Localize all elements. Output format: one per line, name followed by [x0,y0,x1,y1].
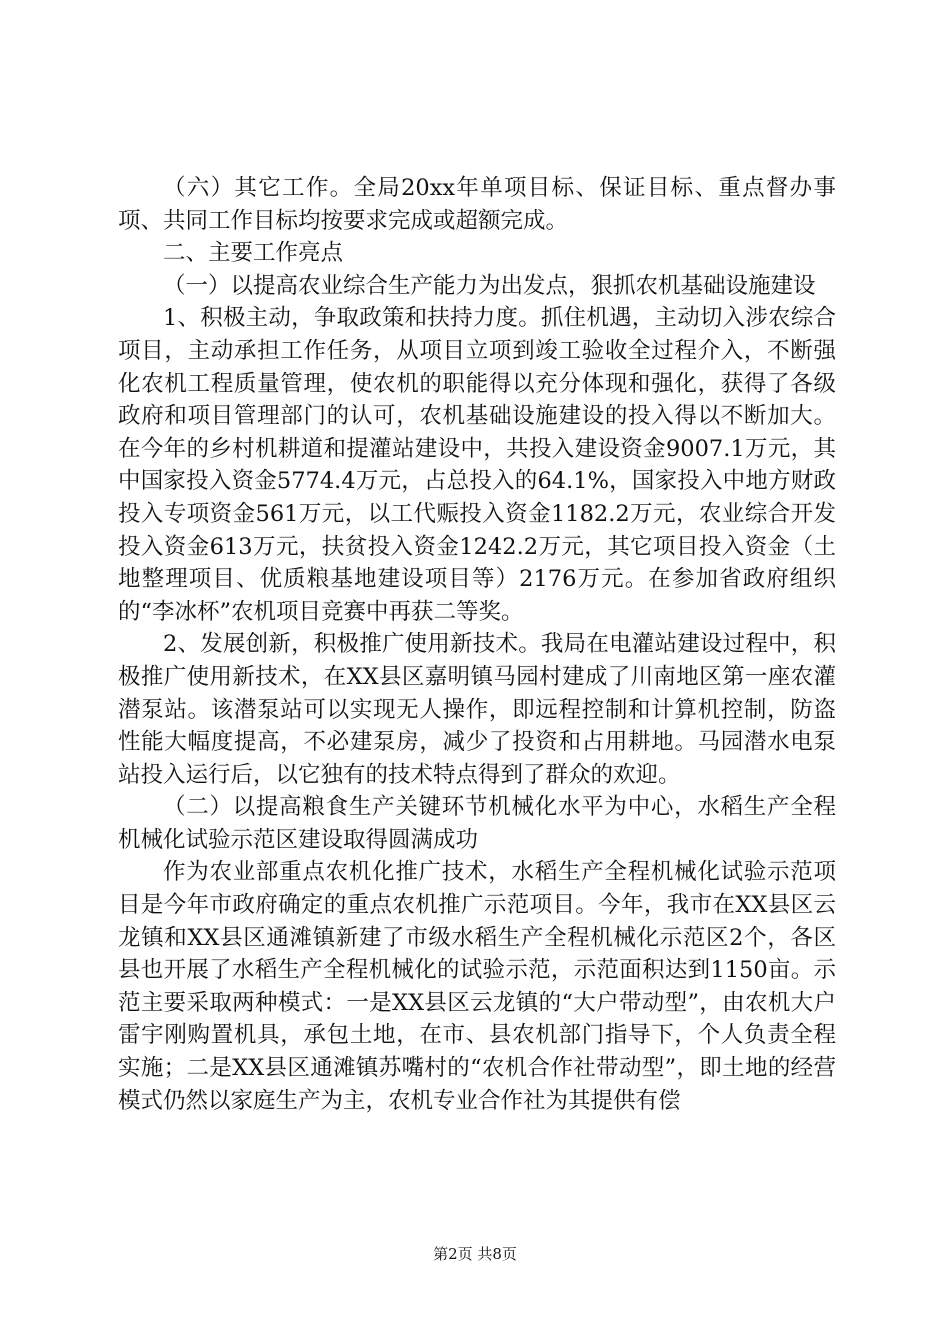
paragraph-other-work: （六）其它工作。全局20xx年单项目标、保证目标、重点督办事项、共同工作目标均按要求完成或超额完成。 [118,175,836,234]
subheading-rice-mechanization: （二）以提高粮食生产关键环节机械化水平为中心，水稻生产全程机械化试验示范区建设取得圆满成功 [118,794,836,853]
paragraph-policy-support: 1、积极主动，争取政策和扶持力度。抓住机遇，主动切入涉农综合项目，主动承担工作任务，从项目立项到竣工验收全过程介入，不断强化农机工程质量管理，使农机的职能得以充分体现和强化，获得了各级政府和项目管理部门的认可，农机基础设施建设的投入得以不断加大。在今年的乡村机耕道和提灌站建设中，共投入建设资金9007.1万元，其中国家投入资金5774.4万元，占总投入的64.1%，国家投入中地方财政投入专项资金561万元，以工代赈投入资金1182.2万元，农业综合开发投入资金613万元，扶贫投入资金1242.2万元，其它项目投入资金（土地整理项目、优质粮基地建设项目等）2176万元。在参加省政府组织的“李冰杯”农机项目竞赛中再获二等奖。 [118,305,836,625]
section-heading-highlights: 二、主要工作亮点 [163,240,344,267]
document-body [118,172,836,1117]
subheading-infrastructure: （一）以提高农业综合生产能力为出发点，狠抓农机基础设施建设 [163,272,816,299]
paragraph-rice-demo: 作为农业部重点农机化推广技术，水稻生产全程机械化试验示范项目是今年市政府确定的重点农机推广示范项目。今年，我市在XX县区云龙镇和XX县区通滩镇新建了市级水稻生产全程机械化示范区2个，各区县也开展了水稻生产全程机械化的试验示范，示范面积达到1150亩。示范主要采取两种模式：一是XX县区云龙镇的“大户带动型”，由农机大户雷宇刚购置机具，承包土地，在市、县农机部门指导下，个人负责全程实施；二是XX县区通滩镇苏嘴村的“农机合作社带动型”，即土地的经营模式仍然以家庭生产为主，农机专业合作社为其提供有偿 [118,859,836,1114]
paragraph-new-technology: 2、发展创新，积极推广使用新技术。我局在电灌站建设过程中，积极推广使用新技术，在XX县区嘉明镇马园村建成了川南地区第一座农灌潜泵站。该潜泵站可以实现无人操作，即远程控制和计算机控制，防盗性能大幅度提高，不必建泵房，减少了投资和占用耕地。马园潜水电泵站投入运行后，以它独有的技术特点得到了群众的欢迎。 [118,631,836,788]
page-footer: 第2页 共8页 [433,1245,517,1263]
